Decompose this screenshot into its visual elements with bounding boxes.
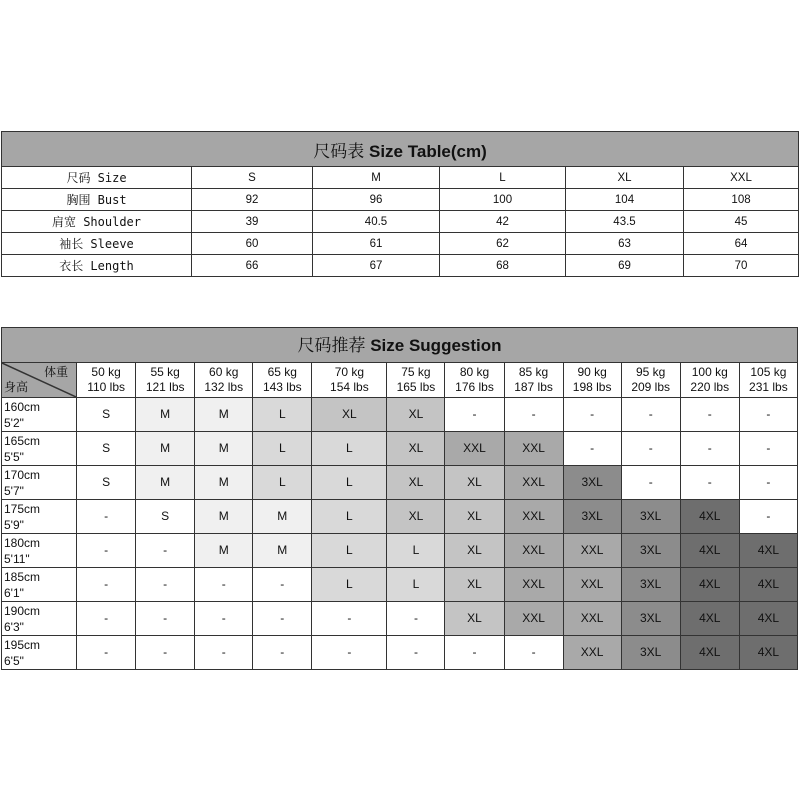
weight-header-row [2, 363, 798, 398]
height-cm: 185cm [4, 569, 41, 584]
measurement-value: 64 [684, 233, 799, 255]
weight-header-cell [77, 363, 136, 398]
size-recommendation-cell: XXL [504, 602, 563, 636]
size-recommendation-cell: XL [387, 398, 445, 432]
size-table-title-en: Size Table(cm) [369, 141, 487, 161]
size-recommendation-cell: 3XL [563, 466, 621, 500]
weight-kg: 50 kg [91, 365, 121, 379]
height-label-cell [2, 568, 77, 602]
size-table-title [2, 132, 799, 167]
measurement-value: 63 [566, 233, 684, 255]
measurement-value: 40.5 [313, 211, 440, 233]
size-recommendation-cell: L [312, 432, 387, 466]
size-recommendation-cell: XL [387, 466, 445, 500]
weight-lbs: 209 lbs [631, 380, 671, 394]
height-ft: 5'11" [4, 551, 30, 566]
size-recommendation-cell: 4XL [680, 636, 739, 670]
size-recommendation-cell: M [195, 500, 253, 534]
size-recommendation-cell: XXL [504, 466, 563, 500]
size-recommendation-cell: - [680, 466, 739, 500]
size-recommendation-cell: M [253, 534, 312, 568]
weight-kg: 95 kg [636, 365, 666, 379]
height-row [2, 636, 798, 670]
size-recommendation-cell: L [387, 534, 445, 568]
size-recommendation-cell: - [739, 500, 797, 534]
measurement-value: 69 [566, 255, 684, 277]
weight-kg: 85 kg [518, 365, 549, 379]
height-cm: 160cm [4, 399, 41, 414]
measurement-value: 60 [192, 233, 313, 255]
size-recommendation-cell: XXL [504, 568, 563, 602]
measurement-row-shoulder [2, 211, 799, 233]
measurement-value: 61 [313, 233, 440, 255]
size-recommendation-cell: - [387, 636, 445, 670]
height-cm: 175cm [4, 501, 41, 516]
size-recommendation-cell: XXL [504, 432, 563, 466]
measurement-row-length [2, 255, 799, 277]
size-recommendation-cell: L [312, 568, 387, 602]
measurement-value: 68 [440, 255, 566, 277]
size-recommendation-cell: - [136, 636, 195, 670]
size-recommendation-cell: - [621, 466, 680, 500]
size-recommendation-cell: S [77, 466, 136, 500]
size-recommendation-cell: - [739, 398, 797, 432]
weight-header-cell [621, 363, 680, 398]
size-header-label: 尺码 Size [2, 167, 192, 189]
height-label-cell [2, 466, 77, 500]
weight-kg: 80 kg [459, 365, 490, 379]
size-recommendation-cell: - [739, 466, 797, 500]
size-recommendation-cell: XL [387, 500, 445, 534]
height-row [2, 398, 798, 432]
weight-header-cell [136, 363, 195, 398]
size-recommendation-cell: - [77, 602, 136, 636]
measurement-row-sleeve [2, 233, 799, 255]
size-recommendation-cell: M [195, 398, 253, 432]
size-recommendation-cell: 3XL [563, 500, 621, 534]
measurement-value: 42 [440, 211, 566, 233]
size-recommendation-cell: - [253, 636, 312, 670]
size-recommendation-cell: 3XL [621, 602, 680, 636]
size-recommendation-cell: XXL [563, 602, 621, 636]
size-recommendation-cell: S [136, 500, 195, 534]
weight-lbs: 110 lbs [87, 380, 126, 394]
height-ft: 5'9" [4, 517, 24, 532]
size-header-cell: S [192, 167, 313, 189]
size-recommendation-cell: - [77, 636, 136, 670]
measurement-row-bust [2, 189, 799, 211]
size-recommendation-cell: - [136, 534, 195, 568]
size-recommendation-cell: L [312, 534, 387, 568]
size-recommendation-cell: - [563, 432, 621, 466]
height-row [2, 466, 798, 500]
weight-lbs: 231 lbs [749, 380, 788, 394]
size-recommendation-cell: 4XL [739, 534, 797, 568]
measurement-value: 108 [684, 189, 799, 211]
height-row [2, 534, 798, 568]
size-suggestion-title-en: Size Suggestion [370, 335, 502, 355]
size-header-cell: L [440, 167, 566, 189]
weight-kg: 100 kg [691, 365, 728, 379]
size-recommendation-cell: M [136, 398, 195, 432]
weight-header-cell [563, 363, 621, 398]
size-recommendation-cell: - [253, 602, 312, 636]
size-recommendation-cell: - [77, 568, 136, 602]
size-recommendation-cell: L [387, 568, 445, 602]
size-recommendation-cell: - [739, 432, 797, 466]
weight-kg: 75 kg [401, 365, 431, 379]
size-suggestion-title [2, 328, 798, 363]
weight-kg: 60 kg [209, 365, 239, 379]
weight-lbs: 198 lbs [572, 380, 612, 394]
height-cm: 165cm [4, 433, 41, 448]
weight-kg: 70 kg [334, 365, 365, 379]
measurement-value: 70 [684, 255, 799, 277]
size-header-cell: XL [566, 167, 684, 189]
size-recommendation-cell: - [77, 500, 136, 534]
weight-kg: 65 kg [267, 365, 297, 379]
weight-header-cell [504, 363, 563, 398]
size-header-row [2, 167, 799, 189]
size-recommendation-cell: L [253, 466, 312, 500]
size-table [1, 131, 799, 277]
measurement-value: 104 [566, 189, 684, 211]
measurement-label: 肩宽 Shoulder [2, 211, 192, 233]
size-recommendation-cell: - [195, 568, 253, 602]
weight-kg: 55 kg [150, 365, 180, 379]
size-recommendation-cell: M [195, 432, 253, 466]
size-recommendation-cell: M [136, 466, 195, 500]
corner-height-label: 身高 [4, 380, 29, 394]
weight-header-cell [739, 363, 797, 398]
size-recommendation-cell: 4XL [680, 602, 739, 636]
weight-header-cell [195, 363, 253, 398]
height-ft: 5'5" [4, 449, 24, 464]
height-label-cell [2, 432, 77, 466]
size-recommendation-cell: - [387, 602, 445, 636]
weight-lbs: 143 lbs [262, 380, 302, 394]
size-recommendation-cell: 3XL [621, 534, 680, 568]
size-header-cell: XXL [684, 167, 799, 189]
size-recommendation-cell: - [312, 602, 387, 636]
size-recommendation-cell: - [312, 636, 387, 670]
size-recommendation-cell: - [77, 534, 136, 568]
height-row [2, 500, 798, 534]
size-recommendation-cell: XXL [445, 432, 504, 466]
size-recommendation-cell: XXL [504, 500, 563, 534]
size-suggestion-title-cn: 尺码推荐 [297, 335, 366, 355]
size-table-title-cn: 尺码表 [313, 141, 365, 161]
measurement-label: 衣长 Length [2, 255, 192, 277]
measurement-value: 96 [313, 189, 440, 211]
size-recommendation-cell: 3XL [621, 636, 680, 670]
size-recommendation-cell: - [504, 636, 563, 670]
size-recommendation-cell: M [195, 466, 253, 500]
weight-lbs: 132 lbs [204, 380, 244, 394]
height-cm: 190cm [4, 603, 41, 618]
size-recommendation-cell: - [195, 602, 253, 636]
measurement-label: 袖长 Sleeve [2, 233, 192, 255]
size-recommendation-cell: 4XL [680, 534, 739, 568]
size-recommendation-cell: M [136, 432, 195, 466]
weight-lbs: 176 lbs [455, 380, 494, 394]
height-label-cell [2, 500, 77, 534]
measurement-label: 胸围 Bust [2, 189, 192, 211]
weight-header-cell [445, 363, 504, 398]
weight-lbs: 165 lbs [396, 380, 436, 394]
height-cm: 180cm [4, 535, 41, 550]
size-recommendation-cell: - [253, 568, 312, 602]
size-recommendation-cell: XL [387, 432, 445, 466]
size-recommendation-cell: - [195, 636, 253, 670]
size-recommendation-cell: S [77, 398, 136, 432]
size-suggestion-table [1, 327, 798, 670]
size-recommendation-cell: 4XL [680, 500, 739, 534]
size-recommendation-cell: - [445, 398, 504, 432]
size-recommendation-cell: L [253, 432, 312, 466]
measurement-value: 43.5 [566, 211, 684, 233]
height-ft: 6'5" [4, 653, 24, 668]
size-recommendation-cell: - [136, 602, 195, 636]
size-recommendation-cell: XL [312, 398, 387, 432]
height-ft: 5'2" [4, 415, 24, 430]
size-recommendation-cell: M [195, 534, 253, 568]
height-ft: 6'1" [4, 585, 24, 600]
size-recommendation-cell: - [136, 568, 195, 602]
weight-lbs: 154 lbs [330, 380, 369, 394]
size-recommendation-cell: 4XL [680, 568, 739, 602]
weight-lbs: 121 lbs [145, 380, 185, 394]
height-label-cell [2, 398, 77, 432]
size-recommendation-cell: XXL [563, 636, 621, 670]
height-label-cell [2, 534, 77, 568]
weight-lbs: 220 lbs [690, 380, 730, 394]
size-header-cell: M [313, 167, 440, 189]
weight-header-cell [387, 363, 445, 398]
weight-kg: 105 kg [750, 365, 787, 379]
size-recommendation-cell: XL [445, 466, 504, 500]
height-cm: 170cm [4, 467, 41, 482]
weight-kg: 90 kg [577, 365, 607, 379]
size-recommendation-cell: 4XL [739, 602, 797, 636]
height-row [2, 568, 798, 602]
size-recommendation-cell: XXL [563, 534, 621, 568]
size-recommendation-cell: XXL [563, 568, 621, 602]
weight-header-cell [312, 363, 387, 398]
size-recommendation-cell: - [504, 398, 563, 432]
measurement-value: 66 [192, 255, 313, 277]
size-recommendation-cell: - [563, 398, 621, 432]
measurement-value: 67 [313, 255, 440, 277]
height-ft: 5'7" [4, 483, 24, 498]
size-recommendation-cell: L [312, 466, 387, 500]
corner-weight-label: 体重 [44, 365, 69, 379]
corner-cell [2, 363, 77, 398]
height-row [2, 432, 798, 466]
size-recommendation-cell: M [253, 500, 312, 534]
size-recommendation-cell: - [445, 636, 504, 670]
size-recommendation-cell: - [680, 398, 739, 432]
size-recommendation-cell: XXL [504, 534, 563, 568]
size-recommendation-cell: XL [445, 602, 504, 636]
height-ft: 6'3" [4, 619, 24, 634]
size-recommendation-cell: - [680, 432, 739, 466]
size-recommendation-cell: L [312, 500, 387, 534]
weight-lbs: 187 lbs [514, 380, 553, 394]
size-recommendation-cell: L [253, 398, 312, 432]
size-recommendation-cell: 4XL [739, 568, 797, 602]
measurement-value: 39 [192, 211, 313, 233]
height-label-cell [2, 636, 77, 670]
size-recommendation-cell: XL [445, 568, 504, 602]
measurement-value: 100 [440, 189, 566, 211]
size-recommendation-cell: 3XL [621, 568, 680, 602]
measurement-value: 45 [684, 211, 799, 233]
height-label-cell [2, 602, 77, 636]
measurement-value: 62 [440, 233, 566, 255]
size-recommendation-cell: - [621, 432, 680, 466]
weight-header-cell [680, 363, 739, 398]
size-recommendation-cell: 3XL [621, 500, 680, 534]
size-recommendation-cell: S [77, 432, 136, 466]
weight-header-cell [253, 363, 312, 398]
size-recommendation-cell: XL [445, 500, 504, 534]
size-recommendation-cell: - [621, 398, 680, 432]
height-cm: 195cm [4, 637, 41, 652]
size-recommendation-cell: XL [445, 534, 504, 568]
size-recommendation-cell: 4XL [739, 636, 797, 670]
measurement-value: 92 [192, 189, 313, 211]
height-row [2, 602, 798, 636]
